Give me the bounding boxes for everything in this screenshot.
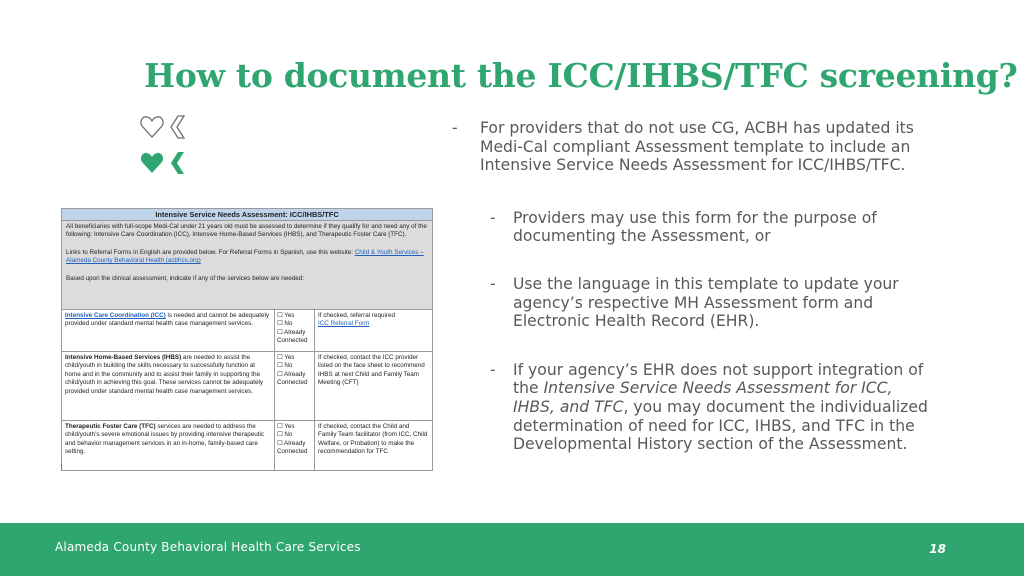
service-note xyxy=(315,310,432,351)
form-edge-mark xyxy=(61,463,62,470)
bullet-item xyxy=(452,119,932,175)
service-note: If checked, contact the Child and Family Team facilitator (from ICC, Child Welfare, or Probation) to make the recommendation for TFC xyxy=(318,423,428,456)
bullet-text-part: , you may document the individualized determination of need for ICC, IHBS, and TFC in the Developmental History section of the Assessment. xyxy=(513,397,928,454)
child-youth-services-link[interactable]: Child & Youth Services – Alameda County Behavioral Health (acbhcs.org) xyxy=(66,248,424,265)
bullet-text: Use the language in this template to update your agency’s respective MH Assessment form and Electronic Health Record (EHR). xyxy=(513,274,899,331)
service-options xyxy=(275,352,315,420)
decor-icons-filled xyxy=(140,150,190,176)
heart-outline-icon xyxy=(141,117,163,137)
bullet-item xyxy=(452,361,932,454)
form-row-tfc xyxy=(62,421,432,470)
form-row-ihbs xyxy=(62,352,432,421)
icc-referral-form-link[interactable]: ICC Referral Form xyxy=(318,320,370,328)
chevron-left-outline-icon xyxy=(171,116,184,138)
bullet-dash: - xyxy=(490,274,496,293)
bullet-text: For providers that do not use CG, ACBH has updated its Medi-Cal compliant Assessment template to include an Intensive Service Needs Assessment for ICC/IHBS/TFC. xyxy=(480,119,914,175)
bullet-dash: - xyxy=(490,360,496,379)
form-row-icc xyxy=(62,310,432,352)
service-options xyxy=(275,310,315,351)
bullet-item xyxy=(452,209,932,246)
service-description xyxy=(62,310,275,351)
option-yes[interactable]: ☐ Yes xyxy=(277,312,295,319)
page-number: 18 xyxy=(929,542,946,556)
bullet-text xyxy=(513,361,928,453)
footer-bar xyxy=(0,523,1024,576)
service-description-text: is needed and cannot be adequately provided under standard mental health case management services. xyxy=(65,312,270,328)
option-no[interactable]: ☐ No xyxy=(277,362,293,370)
option-already-connected[interactable]: ☐ Already Connected xyxy=(277,328,308,345)
bullet-text-part: If your agency’s EHR does not support integration of the xyxy=(513,360,924,398)
service-note: If checked, contact the ICC provider listed on the face sheet to recommend IHBS at next Child and Family Team Meeting (CFT) xyxy=(318,354,425,387)
form-intro-text: All beneficiaries with full-scope Medi-Cal under 21 years old must be assessed to determine if they qualify for and need any of the following: Intensive Care Coordination (ICC), Intensive Home-Based Services (IHBS), and Therapeutic Foster Care (TFC). xyxy=(66,223,427,239)
chevron-left-filled-icon xyxy=(171,152,184,174)
bullet-dash: - xyxy=(490,208,496,227)
bullet-list xyxy=(452,119,932,454)
form-intro xyxy=(62,221,432,310)
option-already-connected[interactable]: ☐ Already Connected xyxy=(277,439,308,456)
form-instruction: Based upon the clinical assessment, indicate if any of the services below are needed: xyxy=(66,274,305,282)
form-links-text xyxy=(66,249,428,266)
form-links-label: Links to Referral Forms in English are provided below. For Referral Forms in Spanish, use this website: xyxy=(66,248,355,256)
bullet-text: Providers may use this form for the purpose of documenting the Assessment, or xyxy=(513,208,877,246)
form-title: Intensive Service Needs Assessment: ICC/IHBS/TFC xyxy=(62,209,432,221)
assessment-form-image xyxy=(61,208,433,471)
option-yes[interactable]: ☐ Yes xyxy=(277,354,295,361)
bullet-text-italic: Intensive Service Needs Assessment for ICC, IHBS, and TFC xyxy=(513,379,893,416)
option-yes[interactable]: ☐ Yes xyxy=(277,423,295,430)
option-no[interactable]: ☐ No xyxy=(277,320,293,328)
bullet-item xyxy=(452,275,932,331)
bullet-dash: - xyxy=(452,119,458,137)
icc-service-link[interactable]: Intensive Care Coordination (ICC) xyxy=(65,312,166,319)
decor-icons-outline xyxy=(140,114,190,140)
heart-filled-icon xyxy=(141,153,163,173)
service-note-text: If checked, referral required xyxy=(318,312,395,319)
service-description xyxy=(62,352,275,420)
option-no[interactable]: ☐ No xyxy=(277,431,293,439)
tfc-service-label: Therapeutic Foster Care (TFC) xyxy=(65,423,156,430)
option-already-connected[interactable]: ☐ Already Connected xyxy=(277,370,308,387)
service-options xyxy=(275,421,315,470)
service-description-text: are needed to assist the child/youth in building the skills necessary to successfully function at home and in the community and to assist their family in supporting the child/youth in achieving this goal. These services cannot be adequately provided under standard mental health case management services. xyxy=(65,354,264,395)
ihbs-service-label: Intensive Home-Based Services (IHBS) xyxy=(65,354,182,361)
footer-organization: Alameda County Behavioral Health Care Services xyxy=(55,540,361,554)
service-description xyxy=(62,421,275,470)
slide-title: How to document the ICC/IHBS/TFC screening? xyxy=(144,56,1018,95)
service-description-text: services are needed to address the child/youth’s severe emotional issues by providing intensive therapeutic and behavior management services in an in-home, family-based care setting. xyxy=(65,423,265,456)
